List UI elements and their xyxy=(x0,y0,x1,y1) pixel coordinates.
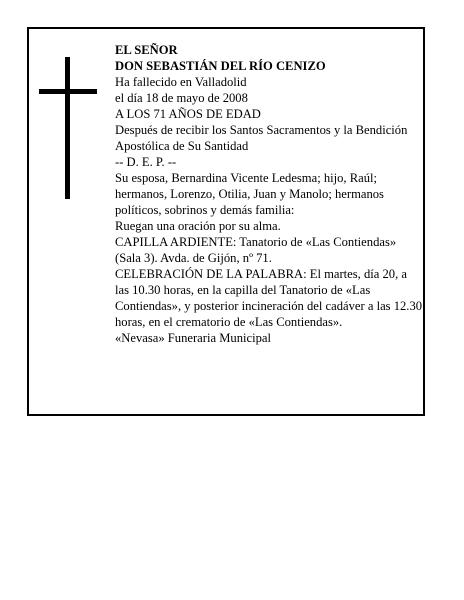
family: Su esposa, Bernardina Vicente Ledesma; hijo, Raúl; hermanos, Lorenzo, Otilia, Juan y Manolo; hermanos políticos, sobrinos y demás familia: xyxy=(115,171,384,217)
chapel-info: CAPILLA ARDIENTE: Tanatorio de «Las Contiendas» (Sala 3). Avda. de Gijón, nº 71. xyxy=(115,235,397,265)
death-place: Ha fallecido en Valladolid xyxy=(115,75,247,89)
obituary-notice xyxy=(27,27,425,416)
cross-icon xyxy=(39,57,97,199)
deceased-name: DON SEBASTIÁN DEL RÍO CENIZO xyxy=(115,59,326,73)
sacraments: Después de recibir los Santos Sacramentos y la Bendición Apostólica de Su Santidad xyxy=(115,123,408,153)
prayer-request: Ruegan una oración por su alma. xyxy=(115,219,281,233)
ceremony-info: CELEBRACIÓN DE LA PALABRA: El martes, día 20, a las 10.30 horas, en la capilla del Tanatorio de «Las Contiendas», y posterior incineración del cadáver a las 12.30 horas, en el crematorio de «Las Contiendas». xyxy=(115,267,423,329)
funeral-home: «Nevasa» Funeraria Municipal xyxy=(115,331,271,345)
death-date: el día 18 de mayo de 2008 xyxy=(115,91,248,105)
obituary-text xyxy=(115,42,423,346)
heading-title: EL SEÑOR xyxy=(115,43,178,57)
cross-horizontal-bar xyxy=(39,89,97,94)
rip: -- D. E. P. -- xyxy=(115,155,177,169)
age: A LOS 71 AÑOS DE EDAD xyxy=(115,107,261,121)
cross-vertical-bar xyxy=(65,57,70,199)
